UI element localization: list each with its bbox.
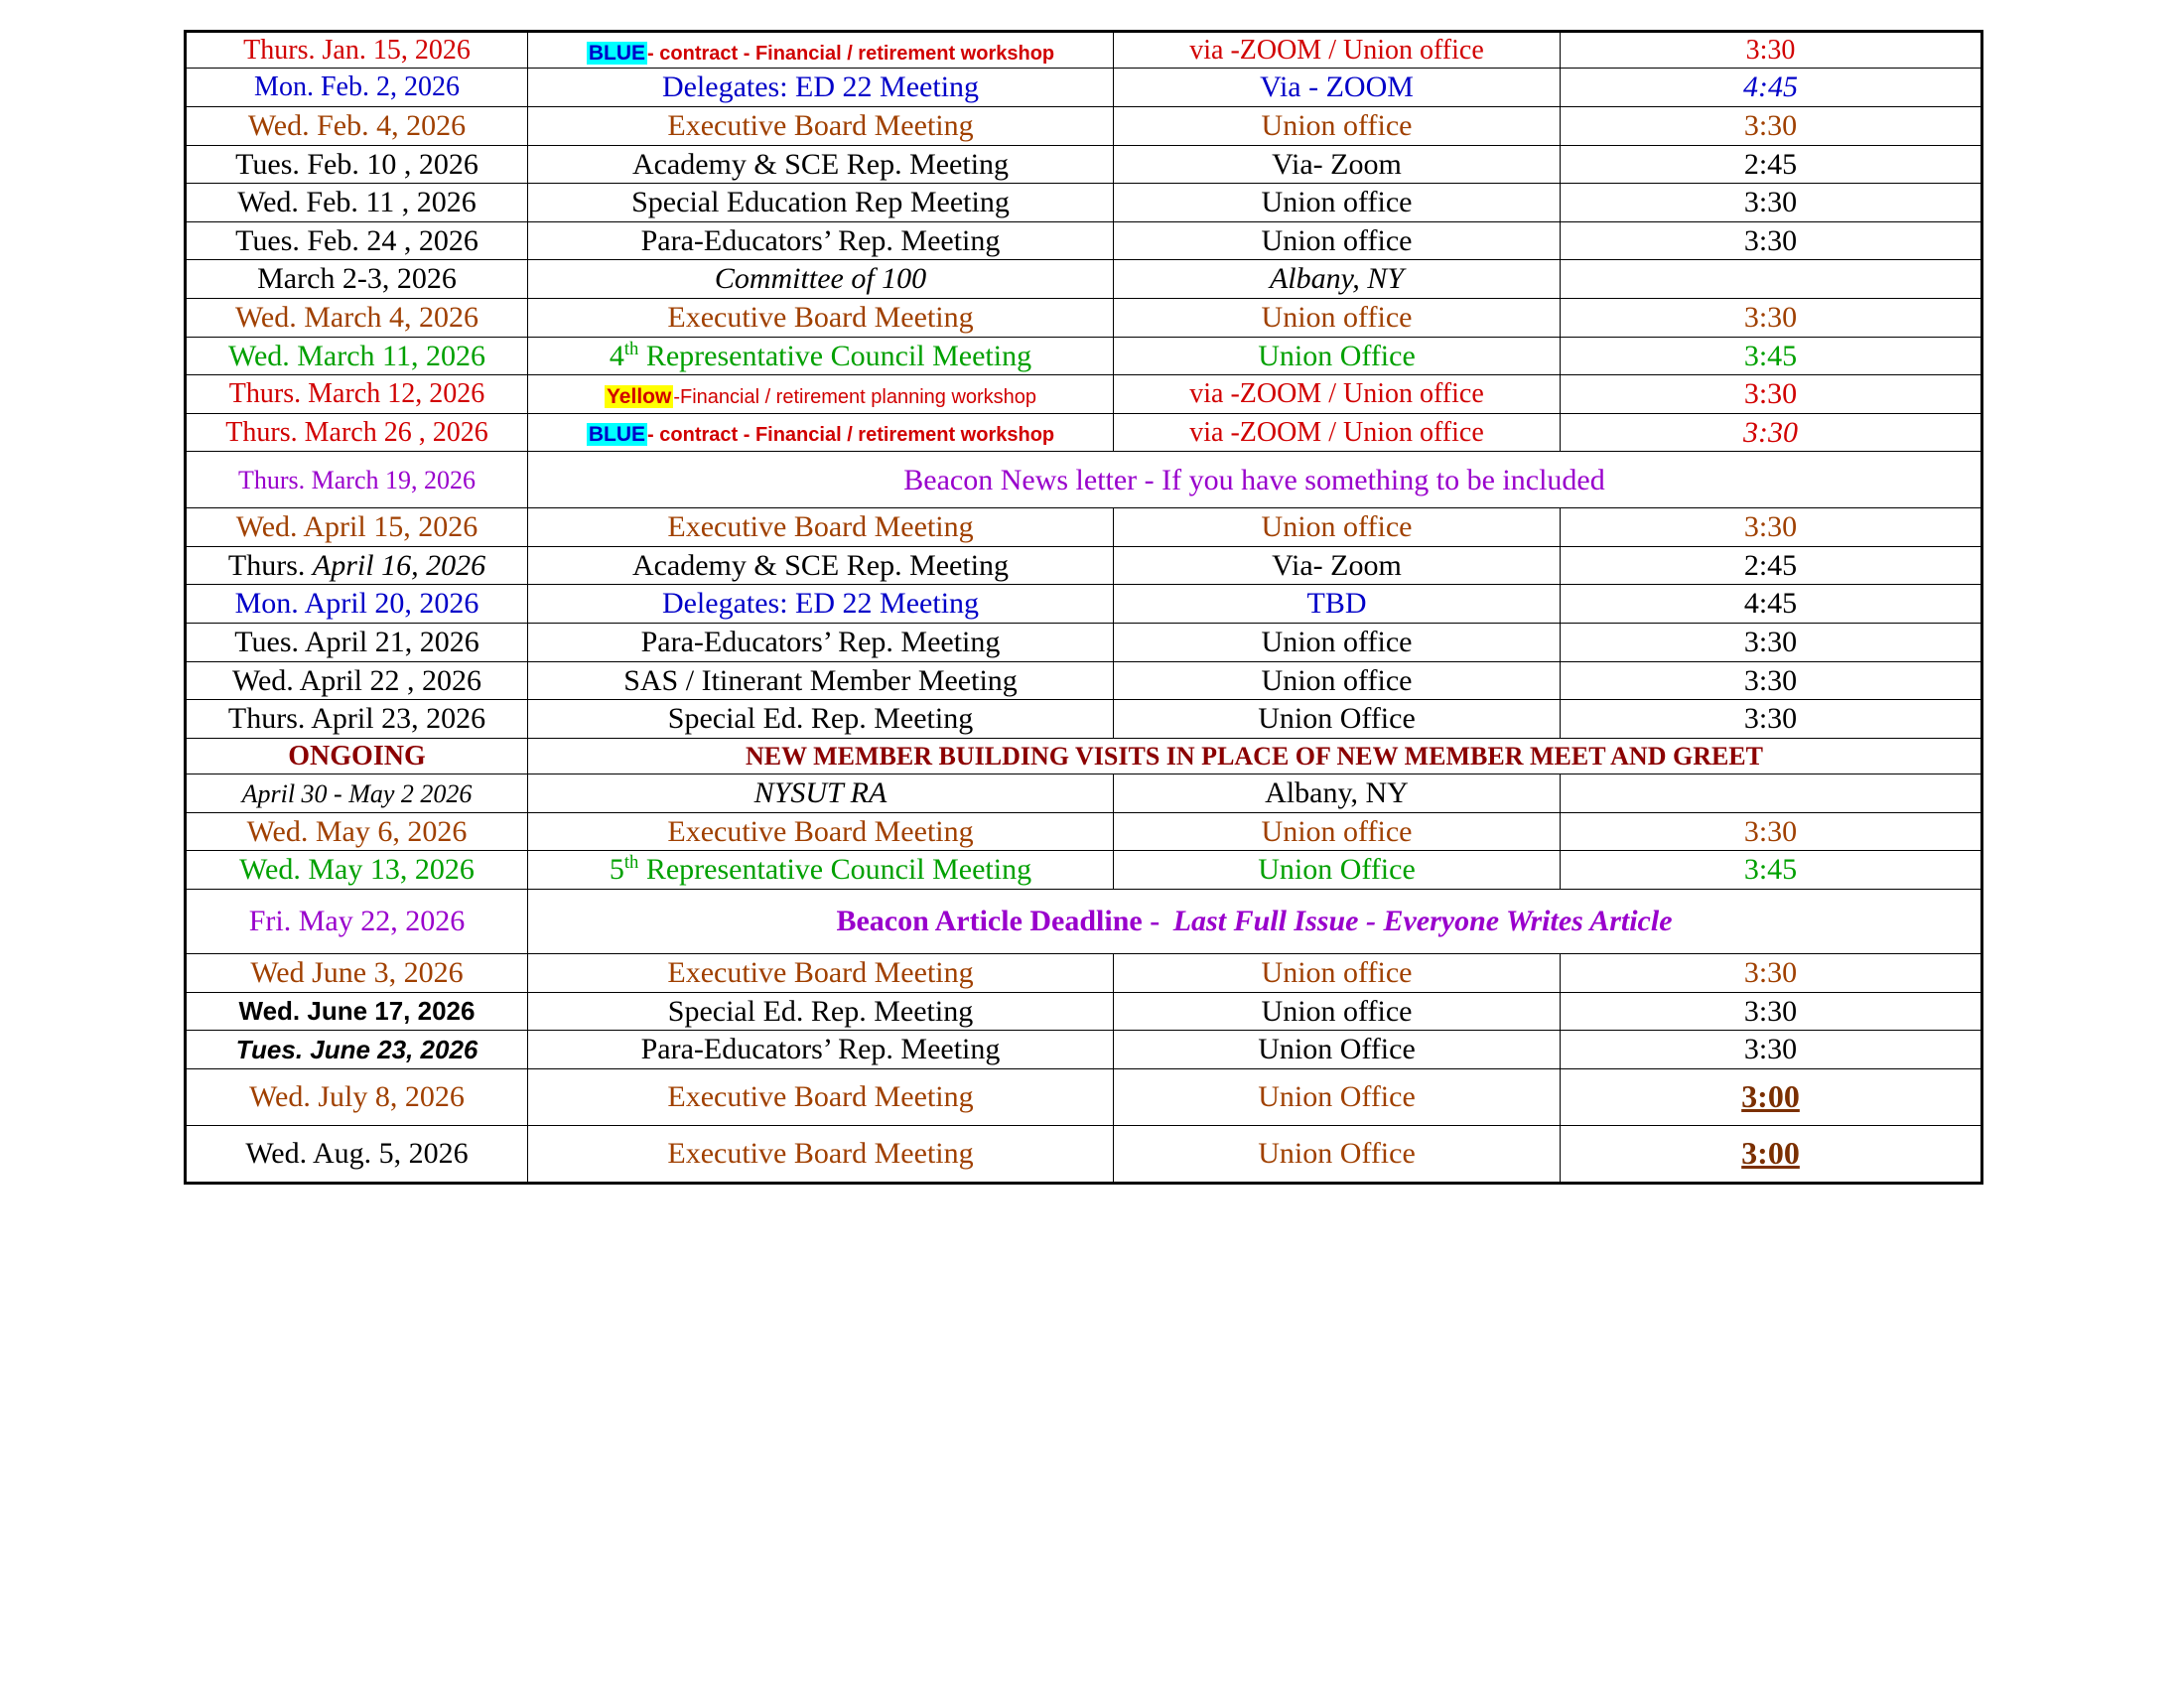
table-row	[186, 298, 1982, 337]
cell-event	[528, 992, 1114, 1031]
cell-time	[1561, 954, 1982, 993]
location-text: Union Office	[1258, 853, 1416, 887]
time-text: 3:00	[1741, 1077, 1800, 1114]
date-text: Tues. Feb. 24 , 2026	[235, 223, 478, 257]
time-text: 3:30	[1743, 300, 1798, 334]
location-text: Albany, NY	[1269, 262, 1404, 296]
cell-time	[1561, 298, 1982, 337]
event-text: Executive Board Meeting	[667, 814, 974, 848]
cell-location	[1114, 585, 1561, 624]
table-row	[186, 992, 1982, 1031]
event-text: Para-Educators’ Rep. Meeting	[640, 223, 1001, 257]
cell-location	[1114, 624, 1561, 662]
cell-date	[186, 1031, 528, 1069]
date-text: Tues. Feb. 10 , 2026	[235, 147, 478, 181]
table-row	[186, 32, 1982, 69]
cell-time	[1561, 32, 1982, 69]
location-text: via -ZOOM / Union office	[1189, 35, 1484, 66]
location-text: Union Office	[1258, 1136, 1416, 1170]
table-row	[186, 661, 1982, 700]
event-text: Para-Educators’ Rep. Meeting	[640, 1033, 1001, 1066]
date-prefix: Thurs.	[227, 548, 313, 582]
date-text: Wed. Feb. 11 , 2026	[237, 186, 477, 219]
table-row	[186, 738, 1982, 774]
date-text: March 2-3, 2026	[257, 262, 457, 296]
event-ordinal: th	[623, 338, 639, 359]
cell-location	[1114, 337, 1561, 375]
table-row	[186, 184, 1982, 222]
table-row	[186, 508, 1982, 547]
cell-location	[1114, 413, 1561, 452]
time-text: 3:30	[1743, 994, 1798, 1028]
date-text: Mon. Feb. 2, 2026	[254, 71, 460, 103]
cell-event	[528, 851, 1114, 890]
cell-date	[186, 32, 528, 69]
cell-date	[186, 890, 528, 954]
cell-event	[528, 106, 1114, 145]
location-text: Union office	[1261, 186, 1413, 219]
event-text: Executive Board Meeting	[667, 510, 974, 544]
location-text: Union office	[1261, 300, 1413, 334]
date-text: Wed. Aug. 5, 2026	[245, 1136, 469, 1170]
date-text: Wed. June 17, 2026	[238, 996, 476, 1027]
time-text: 4:45	[1743, 70, 1798, 104]
table-row	[186, 1031, 1982, 1069]
time-text: 3:30	[1743, 626, 1798, 659]
cell-date	[186, 624, 528, 662]
event-italic-text: Last Full Issue - Everyone Writes Article	[1172, 905, 1673, 938]
cell-location	[1114, 1068, 1561, 1125]
event-text: Executive Board Meeting	[667, 300, 974, 334]
table-row	[186, 145, 1982, 184]
table-row	[186, 1068, 1982, 1125]
cell-event	[528, 1031, 1114, 1069]
date-text: Thurs. March 19, 2026	[237, 466, 476, 495]
cell-location	[1114, 1125, 1561, 1183]
cell-event	[528, 508, 1114, 547]
date-text: Wed. May 6, 2026	[246, 814, 468, 848]
event-text: Special Education Rep Meeting	[631, 186, 1010, 219]
table-row	[186, 69, 1982, 107]
time-text: 3:30	[1743, 223, 1798, 257]
event-number: 5	[609, 853, 624, 887]
time-text: 3:30	[1743, 108, 1798, 142]
table-row	[186, 106, 1982, 145]
time-text: 3:00	[1741, 1134, 1800, 1171]
table-row	[186, 851, 1982, 890]
event-text: Representative Council Meeting	[638, 339, 1032, 372]
table-row	[186, 774, 1982, 813]
cell-event-merged	[528, 890, 1982, 954]
table-row	[186, 585, 1982, 624]
cell-time	[1561, 375, 1982, 414]
date-text: Fri. May 22, 2026	[248, 905, 466, 938]
table-row	[186, 546, 1982, 585]
date-text: Wed June 3, 2026	[250, 956, 464, 989]
cell-event	[528, 184, 1114, 222]
cell-date	[186, 585, 528, 624]
cell-location	[1114, 812, 1561, 851]
cell-event	[528, 546, 1114, 585]
date-text: Wed. March 11, 2026	[228, 339, 485, 372]
location-text: Via- Zoom	[1272, 548, 1402, 582]
table-row	[186, 812, 1982, 851]
date-text: Wed. April 22 , 2026	[232, 663, 481, 697]
location-text: Union office	[1261, 510, 1413, 544]
cell-location	[1114, 661, 1561, 700]
cell-event	[528, 32, 1114, 69]
date-text: Wed. May 13, 2026	[239, 853, 475, 887]
location-text: Union office	[1261, 956, 1413, 989]
meeting-calendar-table	[184, 30, 1983, 1185]
location-text: Union office	[1261, 626, 1413, 659]
location-text: Union office	[1261, 108, 1413, 142]
cell-event	[528, 1125, 1114, 1183]
date-text: Wed. July 8, 2026	[249, 1079, 465, 1113]
cell-date	[186, 774, 528, 813]
cell-date	[186, 851, 528, 890]
time-text: 3:30	[1743, 415, 1798, 449]
time-text: 4:45	[1743, 587, 1798, 621]
cell-location	[1114, 546, 1561, 585]
cell-location	[1114, 221, 1561, 260]
event-text: Executive Board Meeting	[667, 1136, 974, 1170]
highlight-yellow-label: Yellow	[606, 384, 672, 408]
cell-time	[1561, 585, 1982, 624]
cell-location	[1114, 992, 1561, 1031]
cell-date	[186, 221, 528, 260]
cell-time	[1561, 413, 1982, 452]
cell-event	[528, 700, 1114, 739]
cell-time	[1561, 106, 1982, 145]
event-text: NYSUT RA	[753, 776, 887, 810]
time-text: 3:30	[1743, 956, 1798, 989]
event-text: Beacon Article Deadline -	[836, 905, 1160, 938]
time-text: 3:30	[1743, 377, 1798, 411]
table-row	[186, 337, 1982, 375]
event-text: Committee of 100	[714, 262, 927, 296]
event-text: Special Ed. Rep. Meeting	[667, 994, 974, 1028]
location-text: Union Office	[1258, 339, 1416, 372]
cell-date	[186, 413, 528, 452]
date-text: Thurs. April 23, 2026	[227, 702, 486, 736]
date-text: Mon. April 20, 2026	[234, 587, 479, 621]
cell-event	[528, 585, 1114, 624]
event-text: Academy & SCE Rep. Meeting	[631, 147, 1010, 181]
date-text: Thurs. Jan. 15, 2026	[243, 35, 471, 66]
cell-event	[528, 624, 1114, 662]
date-text: Thurs. March 12, 2026	[228, 378, 485, 410]
cell-event-merged	[528, 452, 1982, 508]
event-text: Special Ed. Rep. Meeting	[667, 702, 974, 736]
cell-event	[528, 812, 1114, 851]
cell-date	[186, 661, 528, 700]
cell-location	[1114, 375, 1561, 414]
event-text: -Financial / retirement planning workshop	[673, 385, 1037, 408]
cell-location	[1114, 69, 1561, 107]
cell-date	[186, 812, 528, 851]
cell-date	[186, 700, 528, 739]
location-text: Union office	[1261, 223, 1413, 257]
date-text: April 30 - May 2 2026	[241, 778, 473, 808]
cell-event	[528, 954, 1114, 993]
cell-time	[1561, 774, 1982, 813]
cell-time	[1561, 700, 1982, 739]
cell-location	[1114, 145, 1561, 184]
time-text: 3:30	[1743, 814, 1798, 848]
event-text: Delegates: ED 22 Meeting	[661, 70, 980, 104]
location-text: TBD	[1306, 587, 1367, 621]
cell-time	[1561, 812, 1982, 851]
event-text: Executive Board Meeting	[667, 956, 974, 989]
time-text: 3:30	[1743, 1033, 1798, 1066]
cell-date	[186, 992, 528, 1031]
table-row	[186, 700, 1982, 739]
cell-location	[1114, 774, 1561, 813]
location-text: Via - ZOOM	[1260, 70, 1414, 104]
cell-location	[1114, 700, 1561, 739]
cell-date	[186, 298, 528, 337]
cell-location	[1114, 851, 1561, 890]
highlight-blue-label: BLUE	[588, 423, 646, 447]
cell-date	[186, 337, 528, 375]
table-row	[186, 624, 1982, 662]
cell-event	[528, 774, 1114, 813]
location-text: via -ZOOM / Union office	[1189, 378, 1484, 410]
cell-location	[1114, 260, 1561, 299]
cell-date	[186, 375, 528, 414]
time-text: 3:30	[1745, 35, 1796, 66]
location-text: Via- Zoom	[1272, 147, 1402, 181]
date-text: Tues. June 23, 2026	[235, 1034, 478, 1064]
cell-date	[186, 1125, 528, 1183]
cell-date	[186, 106, 528, 145]
location-text: Union Office	[1258, 702, 1416, 736]
cell-event	[528, 661, 1114, 700]
cell-location	[1114, 1031, 1561, 1069]
location-text: via -ZOOM / Union office	[1189, 416, 1484, 448]
cell-event-merged	[528, 738, 1982, 774]
date-text: Thurs. March 26 , 2026	[225, 416, 488, 448]
location-text: Union office	[1261, 814, 1413, 848]
time-text: 2:45	[1743, 147, 1798, 181]
date-text: Tues. April 21, 2026	[234, 626, 479, 659]
cell-time	[1561, 69, 1982, 107]
time-text: 3:30	[1743, 702, 1798, 736]
cell-date	[186, 546, 528, 585]
time-text: 3:45	[1743, 853, 1798, 887]
location-text: Union Office	[1258, 1033, 1416, 1066]
cell-event	[528, 298, 1114, 337]
cell-location	[1114, 32, 1561, 69]
cell-time	[1561, 851, 1982, 890]
table-row	[186, 954, 1982, 993]
cell-event	[528, 145, 1114, 184]
cell-date	[186, 508, 528, 547]
event-text: NEW MEMBER BUILDING VISITS IN PLACE OF NEW MEMBER MEET AND GREET	[745, 742, 1763, 772]
cell-event	[528, 375, 1114, 414]
cell-location	[1114, 954, 1561, 993]
event-text: Executive Board Meeting	[667, 108, 974, 142]
location-text: Union office	[1261, 994, 1413, 1028]
table-row	[186, 375, 1982, 414]
cell-event	[528, 260, 1114, 299]
cell-location	[1114, 184, 1561, 222]
event-number: 4	[609, 339, 624, 372]
cell-event	[528, 337, 1114, 375]
date-text: April 16, 2026	[312, 548, 486, 582]
cell-event	[528, 221, 1114, 260]
cell-date	[186, 1068, 528, 1125]
cell-location	[1114, 508, 1561, 547]
event-text: Para-Educators’ Rep. Meeting	[640, 626, 1001, 659]
table-row	[186, 260, 1982, 299]
cell-date	[186, 452, 528, 508]
cell-time	[1561, 508, 1982, 547]
date-text: Wed. April 15, 2026	[235, 510, 478, 544]
cell-time	[1561, 337, 1982, 375]
date-text: Wed. Feb. 4, 2026	[247, 108, 467, 142]
event-text: SAS / Itinerant Member Meeting	[623, 663, 1018, 697]
cell-date	[186, 69, 528, 107]
cell-date	[186, 954, 528, 993]
location-text: Union office	[1261, 663, 1413, 697]
time-text: 3:30	[1743, 510, 1798, 544]
cell-event	[528, 1068, 1114, 1125]
location-text: Albany, NY	[1265, 776, 1409, 810]
cell-time	[1561, 1068, 1982, 1125]
table-row	[186, 1125, 1982, 1183]
cell-location	[1114, 298, 1561, 337]
event-text: Representative Council Meeting	[638, 853, 1032, 887]
cell-event	[528, 413, 1114, 452]
calendar-sheet	[184, 30, 1980, 1185]
cell-time	[1561, 260, 1982, 299]
time-text: 3:45	[1743, 339, 1798, 372]
location-text: Union Office	[1258, 1079, 1416, 1113]
table-row	[186, 452, 1982, 508]
date-text: ONGOING	[288, 740, 426, 772]
cell-time	[1561, 661, 1982, 700]
table-row	[186, 221, 1982, 260]
cell-location	[1114, 106, 1561, 145]
time-text: 3:30	[1743, 663, 1798, 697]
highlight-blue-label: BLUE	[588, 41, 646, 65]
time-text: 3:30	[1743, 186, 1798, 219]
cell-time	[1561, 624, 1982, 662]
cell-time	[1561, 546, 1982, 585]
table-row	[186, 890, 1982, 954]
cell-time	[1561, 1031, 1982, 1069]
event-text: - contract - Financial / retirement workshop	[647, 42, 1055, 65]
cell-date	[186, 260, 528, 299]
event-ordinal: th	[623, 852, 639, 874]
event-text: Delegates: ED 22 Meeting	[661, 587, 980, 621]
cell-time	[1561, 184, 1982, 222]
date-text: Wed. March 4, 2026	[234, 300, 479, 334]
cell-time	[1561, 1125, 1982, 1183]
cell-event	[528, 69, 1114, 107]
cell-date	[186, 145, 528, 184]
cell-date	[186, 184, 528, 222]
cell-time	[1561, 992, 1982, 1031]
cell-time	[1561, 145, 1982, 184]
event-text: Academy & SCE Rep. Meeting	[631, 548, 1010, 582]
cell-time	[1561, 221, 1982, 260]
table-row	[186, 413, 1982, 452]
time-text: 2:45	[1743, 548, 1798, 582]
event-text: - contract - Financial / retirement workshop	[647, 424, 1055, 447]
event-text: Executive Board Meeting	[667, 1079, 974, 1113]
event-text: Beacon News letter - If you have something to be included	[903, 463, 1605, 496]
cell-date	[186, 738, 528, 774]
